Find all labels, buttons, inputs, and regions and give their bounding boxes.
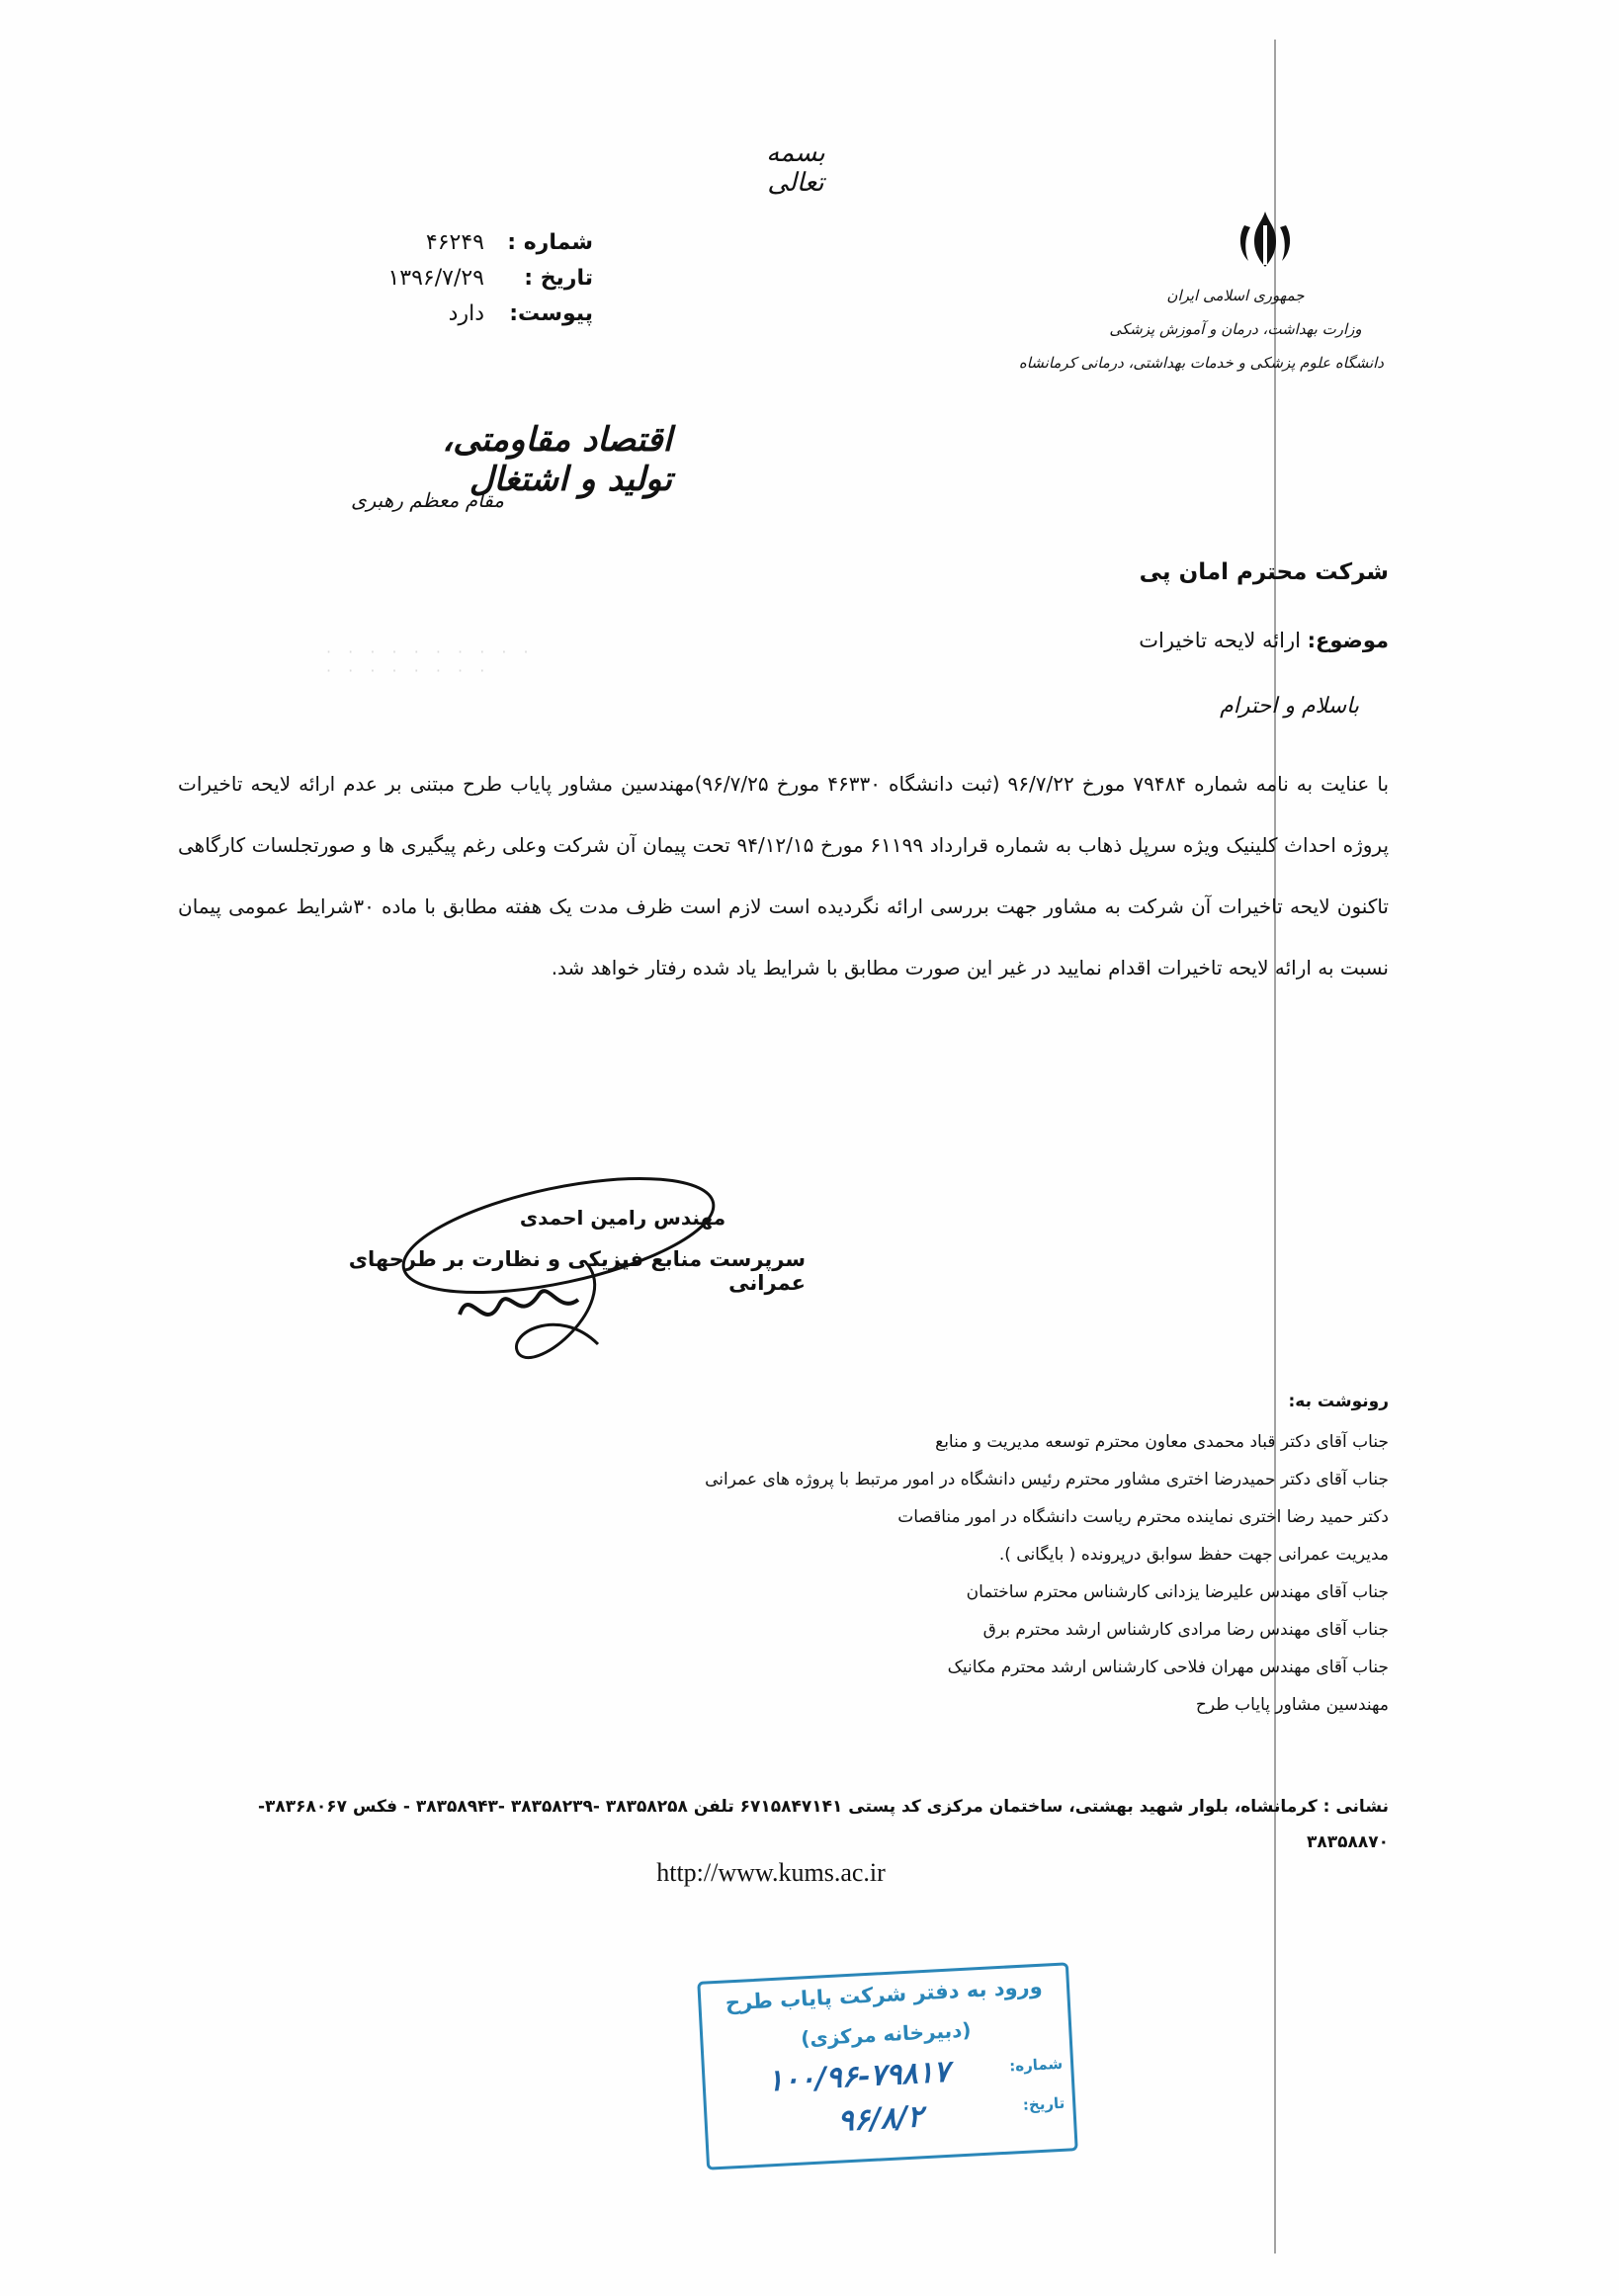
number-row — [326, 225, 593, 261]
signatory-name: مهندس رامین احمدی — [519, 1206, 726, 1230]
attachment-label: پیوست: — [509, 301, 593, 326]
recipient: شرکت محترم امان پی — [1139, 559, 1389, 585]
subject-label: موضوع: — [1307, 629, 1389, 652]
cc-list — [534, 1423, 1389, 1724]
stamp-number-label: شماره: — [1008, 2054, 1064, 2076]
letter-body: با عنایت به نامه شماره ۷۹۴۸۴ مورخ ۹۶/۷/۲۲ (ثبت دانشگاه ۴۶۳۳۰ مورخ ۹۶/۷/۲۵)مهندسین مشاور پایاب طرح مبتنی بر عدم ارائه لایحه تاخیرات پروژه احداث کلینیک ویژه سرپل ذهاب به شماره قرارداد ۶۱۱۹۹ مورخ ۹۴/۱۲/۱۵ تحت پیمان آن شرکت وعلی رغم پیگیری ها و صورتجلسات کارگاهی تاکنون لایحه تاخیرات آن شرکت به مشاور جهت بررسی ارائه نگردیده است لازم است ظرف مدت یک هفته مطابق با ماده ۳۰شرایط عمومی پیمان نسبت به ارائه لایحه تاخیرات اقدام نمایید در غیر این صورت مطابق با شرایط یاد شده رفتار خواهد شد. — [178, 772, 1390, 979]
slogan-attribution: مقام معظم رهبری — [350, 488, 504, 512]
date-row — [326, 261, 593, 297]
address-line-2: ۳۸۳۵۸۸۷۰ — [1306, 1832, 1389, 1852]
attachment-row — [326, 297, 593, 332]
cc-item: مهندسین مشاور پایاب طرح — [1195, 1695, 1389, 1715]
faint-bleed-through: · · · · · · · · · · · · · · · · · · — [326, 642, 535, 680]
signatory-title: سرپرست منابع فیزیکی و نظارت بر طرحهای عمرانی — [348, 1247, 806, 1295]
stamp-date-label: تاریخ: — [1022, 2093, 1065, 2114]
ministry-block — [1018, 279, 1384, 380]
stamp-title: ورود به دفتر شرکت پایاب طرح — [724, 1974, 1044, 2015]
number-label: شماره : — [507, 230, 593, 255]
bismillah-heading: بسمه تعالی — [766, 138, 825, 198]
letter-meta — [326, 225, 593, 332]
cc-item: جناب آقای مهندس علیرضا یزدانی کارشناس محترم ساختمان — [966, 1582, 1389, 1602]
cc-item: جناب آقای دکتر قباد محمدی معاون محترم توسعه مدیریت و منابع — [935, 1432, 1389, 1452]
subject-line — [890, 629, 1389, 652]
greeting: باسلام و احترام — [1220, 694, 1359, 719]
slogan-text: اقتصاد مقاومتی، تولید و اشتغال — [442, 420, 672, 499]
ministry-line-3: دانشگاه علوم پزشکی و خدمات بهداشتی، درمانی کرمانشاه — [1018, 354, 1384, 372]
iran-emblem-icon — [1231, 206, 1300, 275]
cc-heading: رونوشت به: — [1288, 1392, 1389, 1411]
cc-item: جناب آقای دکتر حمیدرضا اختری مشاور محترم رئیس دانشگاه در امور مرتبط با پروژه های عمرانی — [705, 1470, 1389, 1489]
cc-item: جناب آقای مهندس مهران فلاحی کارشناس ارشد محترم مکانیک — [947, 1658, 1389, 1677]
cc-item: مدیریت عمرانی جهت حفظ سوابق درپرونده ( بایگانی ). — [998, 1545, 1389, 1565]
date-label: تاریخ : — [524, 266, 593, 291]
date-value: ۱۳۹۶/۷/۲۹ — [387, 266, 484, 291]
stamp-number-value: ۱۰۰/۹۶-۷۹۸۱۷ — [766, 2054, 951, 2099]
cc-item: دکتر حمید رضا اختری نماینده محترم ریاست دانشگاه در امور مناقصات — [897, 1507, 1389, 1527]
stamp-subtitle: (دبیرخانه مرکزی) — [800, 2017, 973, 2051]
ministry-line-1: جمهوری اسلامی ایران — [1166, 287, 1305, 304]
footer-address — [247, 1789, 1389, 1860]
stamp-date-value: ۹۶/۸/۲ — [836, 2099, 924, 2139]
number-value: ۴۶۲۴۹ — [425, 230, 484, 255]
subject-text: ارائه لایحه تاخیرات — [1139, 629, 1301, 652]
cc-item: جناب آقای مهندس رضا مرادی کارشناس ارشد محترم برق — [982, 1620, 1389, 1640]
attachment-value: دارد — [448, 301, 484, 326]
receipt-stamp — [697, 1962, 1077, 2169]
ministry-line-2: وزارت بهداشت، درمان و آموزش پزشکی — [1109, 320, 1362, 338]
address-line-1: نشانی : کرمانشاه، بلوار شهید بهشتی، ساختمان مرکزی کد پستی ۶۷۱۵۸۴۷۱۴۱ تلفن ۳۸۳۵۸۲۵۸ -۳۸۳۵۸۲۳۹ -۳۸۳۵۸۹۴۳ - فکس ۳۸۳۶۸۰۶۷- — [257, 1797, 1389, 1817]
website-link[interactable]: http://www.kums.ac.ir — [656, 1858, 886, 1887]
